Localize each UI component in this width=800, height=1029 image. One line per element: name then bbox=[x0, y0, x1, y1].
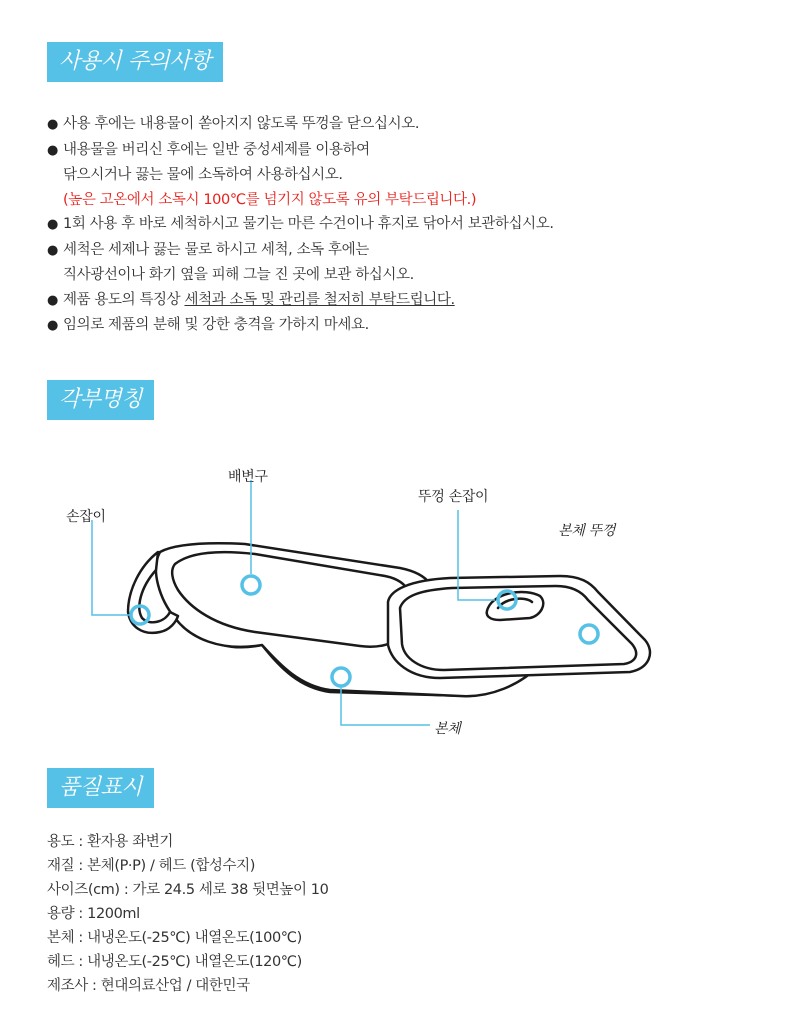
label-body-lid: 본체 뚜껑 bbox=[558, 523, 616, 539]
label-outlet: 배변구 bbox=[228, 469, 268, 485]
section-title-cautions: 사용시 주의사항 bbox=[47, 42, 223, 82]
label-handle: 손잡이 bbox=[66, 509, 106, 525]
bullet-icon: ● bbox=[47, 242, 58, 258]
caution-emphasis: 세척과 소독 및 관리를 철저히 부탁드립니다. bbox=[184, 291, 455, 308]
bullet-icon: ● bbox=[47, 217, 58, 232]
quality-maker: 제조사 : 현대의료산업 / 대한민국 bbox=[47, 978, 250, 994]
caution-text: 사용 후에는 내용물이 쏟아지지 않도록 뚜껑을 닫으십시오. bbox=[63, 116, 420, 132]
caution-item bbox=[47, 288, 767, 314]
cautions-list bbox=[47, 112, 767, 339]
caution-item bbox=[47, 112, 767, 138]
parts-diagram bbox=[0, 440, 800, 760]
leader-handle bbox=[92, 520, 130, 615]
bullet-icon: ● bbox=[47, 142, 58, 158]
caution-text: 1회 사용 후 바로 세척하시고 물기는 마른 수건이나 휴지로 닦아서 보관하십시오. bbox=[63, 216, 554, 232]
caution-item bbox=[47, 138, 767, 164]
section-title-parts: 각부명칭 bbox=[47, 380, 154, 420]
bullet-icon: ● bbox=[47, 292, 58, 308]
bullet-icon: ● bbox=[47, 117, 58, 132]
caution-item bbox=[47, 212, 767, 238]
label-lid-handle: 뚜껑 손잡이 bbox=[418, 489, 489, 505]
quality-head-temp: 헤드 : 내냉온도(-25℃) 내열온도(120℃) bbox=[47, 954, 302, 970]
quality-use: 용도 : 환자용 좌변기 bbox=[47, 834, 173, 850]
quality-capacity: 용량 : 1200ml bbox=[47, 906, 140, 922]
caution-continuation: 직사광선이나 화기 옆을 피해 그늘 진 곳에 보관 하십시오. bbox=[63, 267, 414, 283]
caution-continuation: 닦으시거나 끓는 물에 소독하여 사용하십시오. bbox=[63, 167, 343, 183]
bullet-icon: ● bbox=[47, 318, 58, 333]
caution-text: 내용물을 버리신 후에는 일반 중성세제를 이용하여 bbox=[63, 141, 370, 158]
bedpan-illustration bbox=[0, 440, 800, 760]
quality-size: 사이즈(cm) : 가로 24.5 세로 38 뒷면높이 10 bbox=[47, 882, 329, 898]
caution-text: 세척은 세제나 끓는 물로 하시고 세척, 소독 후에는 bbox=[63, 241, 369, 258]
quality-body-temp: 본체 : 내냉온도(-25℃) 내열온도(100℃) bbox=[47, 930, 302, 946]
caution-item bbox=[47, 238, 767, 264]
label-body: 본체 bbox=[434, 721, 461, 737]
section-title-quality: 품질표시 bbox=[47, 768, 154, 808]
caution-item bbox=[47, 313, 767, 339]
caution-warning: (높은 고온에서 소독시 100℃를 넘기지 않도록 유의 부탁드립니다.) bbox=[63, 191, 477, 208]
quality-list bbox=[47, 830, 328, 998]
caution-text: 임의로 제품의 분해 및 강한 충격을 가하지 마세요. bbox=[63, 317, 369, 333]
quality-material: 재질 : 본체(P·P) / 헤드 (합성수지) bbox=[47, 858, 256, 874]
caution-text: 제품 용도의 특징상 bbox=[63, 291, 185, 308]
